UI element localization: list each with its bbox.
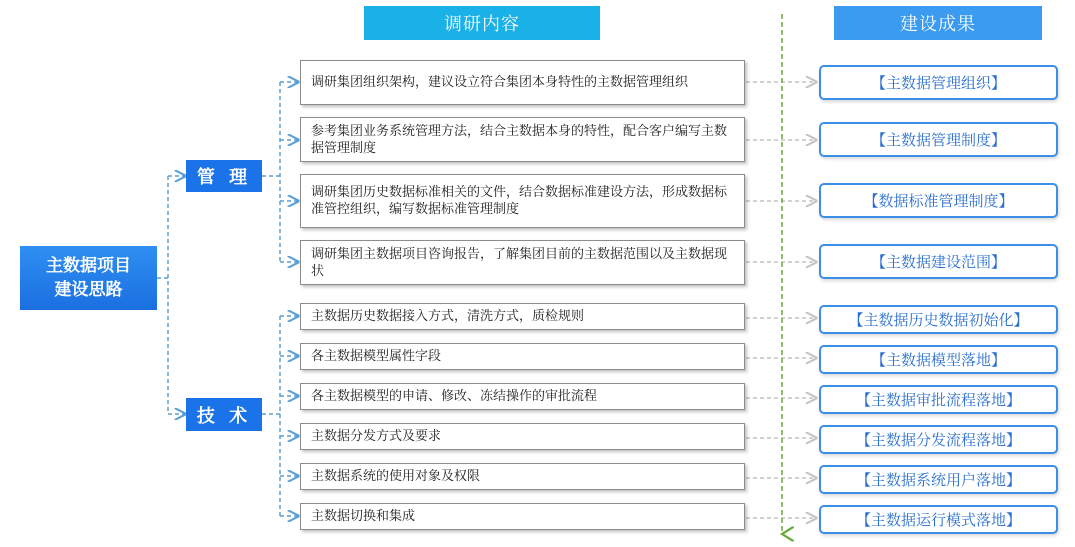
management-item-org-structure: 调研集团组织架构，建议设立符合集团本身特性的主数据管理组织 [300, 60, 745, 105]
result-distribution-landing: 【主数据分发流程落地】 [819, 425, 1058, 454]
technology-item-model-fields: 各主数据模型属性字段 [300, 343, 745, 370]
technology-item-approval-flow: 各主数据模型的申请、修改、冻结操作的审批流程 [300, 383, 745, 410]
result-model-landing: 【主数据模型落地】 [819, 345, 1058, 374]
result-operation-mode-landing: 【主数据运行模式落地】 [819, 505, 1058, 534]
root-node [20, 246, 157, 310]
result-approval-landing: 【主数据审批流程落地】 [819, 385, 1058, 414]
technology-item-permissions: 主数据系统的使用对象及权限 [300, 463, 745, 490]
category-technology: 技 术 [186, 398, 262, 431]
root-title-line1: 主数据项目 [46, 256, 131, 276]
result-data-standard-rules: 【数据标准管理制度】 [819, 183, 1058, 218]
technology-item-history-data: 主数据历史数据接入方式，清洗方式，质检规则 [300, 303, 745, 330]
root-title-line2: 建设思路 [54, 280, 123, 300]
research-content-header: 调研内容 [364, 6, 600, 40]
management-item-data-standards: 调研集团历史数据标准相关的文件，结合数据标准建设方法，形成数据标准管控组织，编写数据标准管理制度 [300, 174, 745, 228]
result-history-init: 【主数据历史数据初始化】 [819, 305, 1058, 334]
construction-results-header: 建设成果 [834, 6, 1042, 40]
technology-item-switch-integration: 主数据切换和集成 [300, 503, 745, 530]
result-mdm-rules: 【主数据管理制度】 [819, 122, 1058, 157]
management-item-management-rules: 参考集团业务系统管理方法，结合主数据本身的特性，配合客户编写主数据管理制度 [300, 117, 745, 162]
category-management: 管 理 [186, 160, 262, 192]
technology-item-distribution: 主数据分发方式及要求 [300, 423, 745, 450]
management-item-consulting-report: 调研集团主数据项目咨询报告，了解集团目前的主数据范围以及主数据现状 [300, 240, 745, 285]
result-scope: 【主数据建设范围】 [819, 244, 1058, 279]
result-user-landing: 【主数据系统用户落地】 [819, 465, 1058, 494]
result-mdm-organization: 【主数据管理组织】 [819, 65, 1058, 100]
